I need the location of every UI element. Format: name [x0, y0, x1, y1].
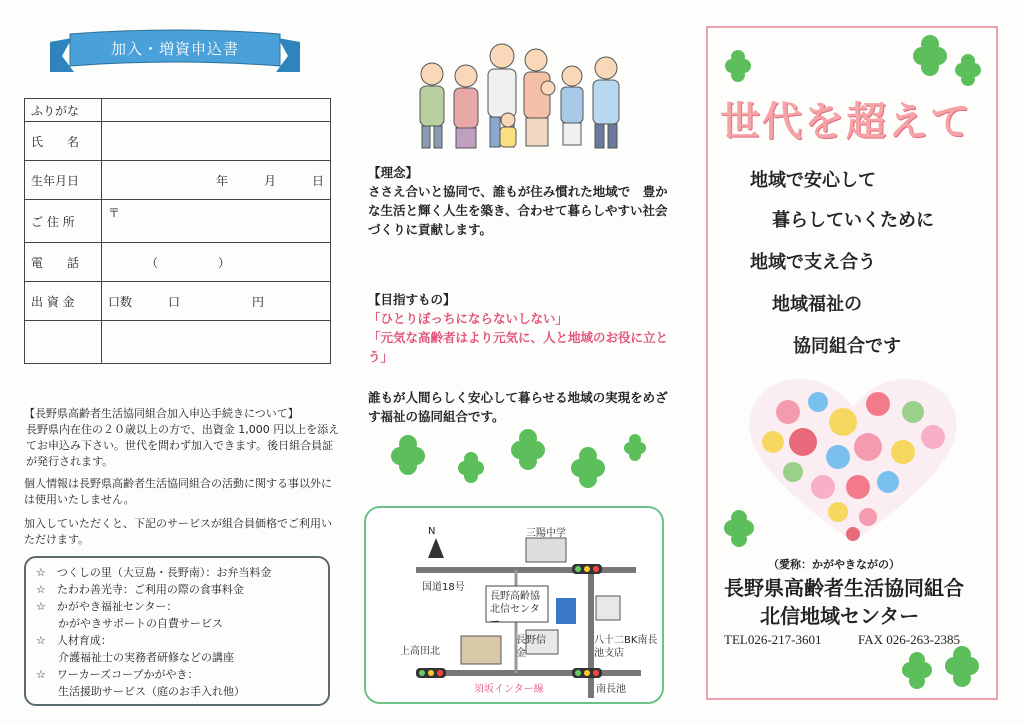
goals-title: 【目指すもの】	[368, 292, 456, 307]
tel-number: TEL026-217-3601	[724, 632, 822, 647]
privacy-note: 個人情報は長野県高齢者生活協同組合の活動に関する事以外には使用いたしません。	[24, 477, 332, 506]
form-row-address	[25, 200, 331, 243]
form-title-ribbon	[50, 28, 300, 80]
north-label: N	[428, 526, 436, 537]
form-label: 電 話	[25, 243, 102, 282]
org-name: 長野県高齢者生活協同組合	[724, 576, 964, 600]
service-item: 介護福祉士の実務者研修などの講座	[36, 651, 234, 664]
form-row-blank	[25, 321, 331, 364]
form-label	[25, 321, 102, 364]
road-label: 須坂インター線	[474, 684, 544, 695]
form-label: 出 資 金	[25, 282, 102, 321]
center-label: 長野高齢協北信センター	[490, 591, 540, 628]
fax-number: FAX 026-263-2385	[858, 632, 960, 647]
form-row-birthdate	[25, 161, 331, 200]
service-item: ☆ つくしの里（大豆島・長野南）：お弁当料金	[36, 566, 272, 579]
services-intro: 加入していただくと、下記のサービスが組合員価格でご利用いただけます。	[24, 517, 332, 546]
philosophy-title: 【理念】	[368, 165, 419, 180]
name-field[interactable]	[102, 122, 331, 161]
service-item: ☆ かがやき福祉センター：	[36, 600, 178, 613]
service-item: ☆ たわわ善光寺：ご利用の際の食事料金	[36, 583, 244, 596]
message-line: 地域福祉の	[772, 294, 862, 315]
route-label: 国道18号	[422, 582, 465, 593]
application-form	[24, 98, 331, 364]
message-line: 暮らしていくために	[772, 210, 934, 231]
center-name: 北信地域センター	[760, 604, 920, 628]
form-label: 氏 名	[25, 122, 102, 161]
form-row-phone	[25, 243, 331, 282]
service-item: ☆ ワーカーズコープかがやき：	[36, 668, 199, 681]
closing-text: 誰もが人間らしく安心して暮らせる地域の実現をめざす福祉の協同組合です。	[368, 390, 668, 424]
blank-field[interactable]	[102, 321, 331, 364]
goal-item: 「元気な高齢者はより元気に、人と地域のお役に立とう」	[368, 330, 669, 364]
message-line: 地域で安心して	[750, 170, 876, 191]
service-item: 生活援助サービス（庭のお手入れ他）	[36, 685, 245, 698]
bank-label: 長野信金	[516, 635, 546, 659]
form-title: 加入・増資申込書	[110, 40, 239, 58]
form-label: 生年月日	[25, 161, 102, 200]
procedure-section	[24, 406, 342, 470]
goal-item: 「ひとりぼっちにならないしない」	[368, 311, 569, 326]
address-field[interactable]: 〒	[102, 200, 331, 243]
clover-decoration	[890, 640, 990, 696]
form-label: ふりがな	[25, 99, 102, 122]
goals-section	[368, 290, 668, 366]
message-line: 地域で支え合う	[750, 252, 876, 273]
clover-decoration	[712, 32, 992, 92]
clover-decoration	[370, 428, 660, 498]
form-row-investment	[25, 282, 331, 321]
clover-decoration	[712, 506, 772, 556]
furigana-field[interactable]	[102, 99, 331, 122]
school-label: 三陽中学	[526, 528, 566, 539]
slogan-title: 世代を超えて	[720, 99, 972, 145]
philosophy-text: ささえ合いと協同で、誰もが住み慣れた地域で 豊かな生活と輝く人生を築き、合わせて暮らしやすい社会づくりに貢献します。	[368, 184, 668, 237]
nickname: （愛称：かがやきながの）	[768, 558, 900, 571]
procedure-title: 【長野県高齢者生活協同組合加入申込手続きについて】	[24, 407, 299, 420]
form-row-furigana	[25, 99, 331, 122]
investment-field[interactable]: 口数 口 円	[102, 282, 331, 321]
intersection-label: 南長池	[596, 684, 626, 695]
message-line: 協同組合です	[793, 336, 901, 357]
bank-label: 八十二BK南長池支店	[594, 635, 658, 659]
procedure-text: 長野県内在住の２０歳以上の方で、出資金 1,000 円以上を添えてお申込み下さい。世代を問わず加入できます。後日組合員証が発行されます。	[26, 423, 340, 468]
philosophy-section	[368, 163, 668, 239]
form-row-name	[25, 122, 331, 161]
service-item: ☆ 人材育成：	[36, 634, 112, 647]
intersection-label: 上高田北	[400, 646, 440, 657]
phone-field[interactable]: （ ）	[102, 243, 331, 282]
form-label: ご 住 所	[25, 200, 102, 243]
family-illustration	[410, 38, 640, 158]
services-box	[24, 556, 330, 706]
birthdate-field[interactable]: 年 月 日	[102, 161, 331, 200]
service-item: かがやきサポートの自費サービス	[36, 617, 223, 630]
access-map	[364, 506, 664, 704]
